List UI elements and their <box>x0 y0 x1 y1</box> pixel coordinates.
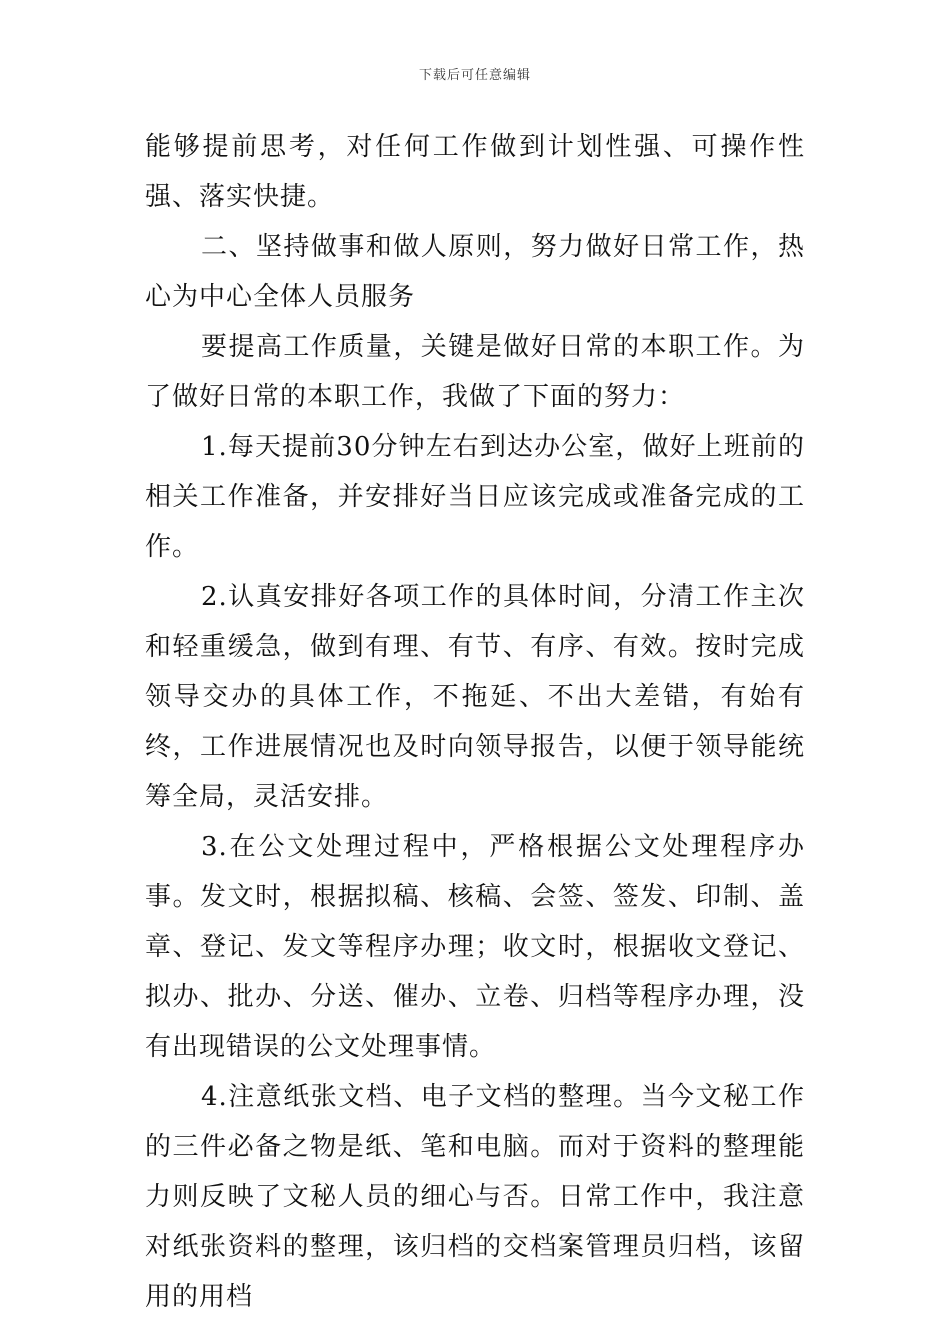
paragraph-continuation: 能够提前思考，对任何工作做到计划性强、可操作性强、落实快捷。 <box>145 132 805 212</box>
list-item-1: 1.每天提前30分钟左右到达办公室，做好上班前的相关工作准备，并安排好当日应该完成或准备完成的工作。 <box>145 432 805 562</box>
list-item-2: 2.认真安排好各项工作的具体时间，分清工作主次和轻重缓急，做到有理、有节、有序、有效。按时完成领导交办的具体工作，不拖延、不出大差错，有始有终，工作进展情况也及时向领导报告，以便于领导能统筹全局，灵活安排。 <box>145 582 805 812</box>
page-header: 下载后可任意编辑 <box>418 68 531 83</box>
document-body <box>145 122 805 1322</box>
list-item-4: 4.注意纸张文档、电子文档的整理。当今文秘工作的三件必备之物是纸、笔和电脑。而对于资料的整理能力则反映了文秘人员的细心与否。日常工作中，我注意对纸张资料的整理，该归档的交档案管理员归档，该留用的用档 <box>145 1082 805 1312</box>
paragraph-intro: 要提高工作质量，关键是做好日常的本职工作。为了做好日常的本职工作，我做了下面的努力： <box>145 332 805 412</box>
section-heading-2: 二、坚持做事和做人原则，努力做好日常工作，热心为中心全体人员服务 <box>145 232 805 312</box>
list-item-3: 3.在公文处理过程中，严格根据公文处理程序办事。发文时，根据拟稿、核稿、会签、签发、印制、盖章、登记、发文等程序办理；收文时，根据收文登记、拟办、批办、分送、催办、立卷、归档等程序办理，没有出现错误的公文处理事情。 <box>145 832 805 1062</box>
